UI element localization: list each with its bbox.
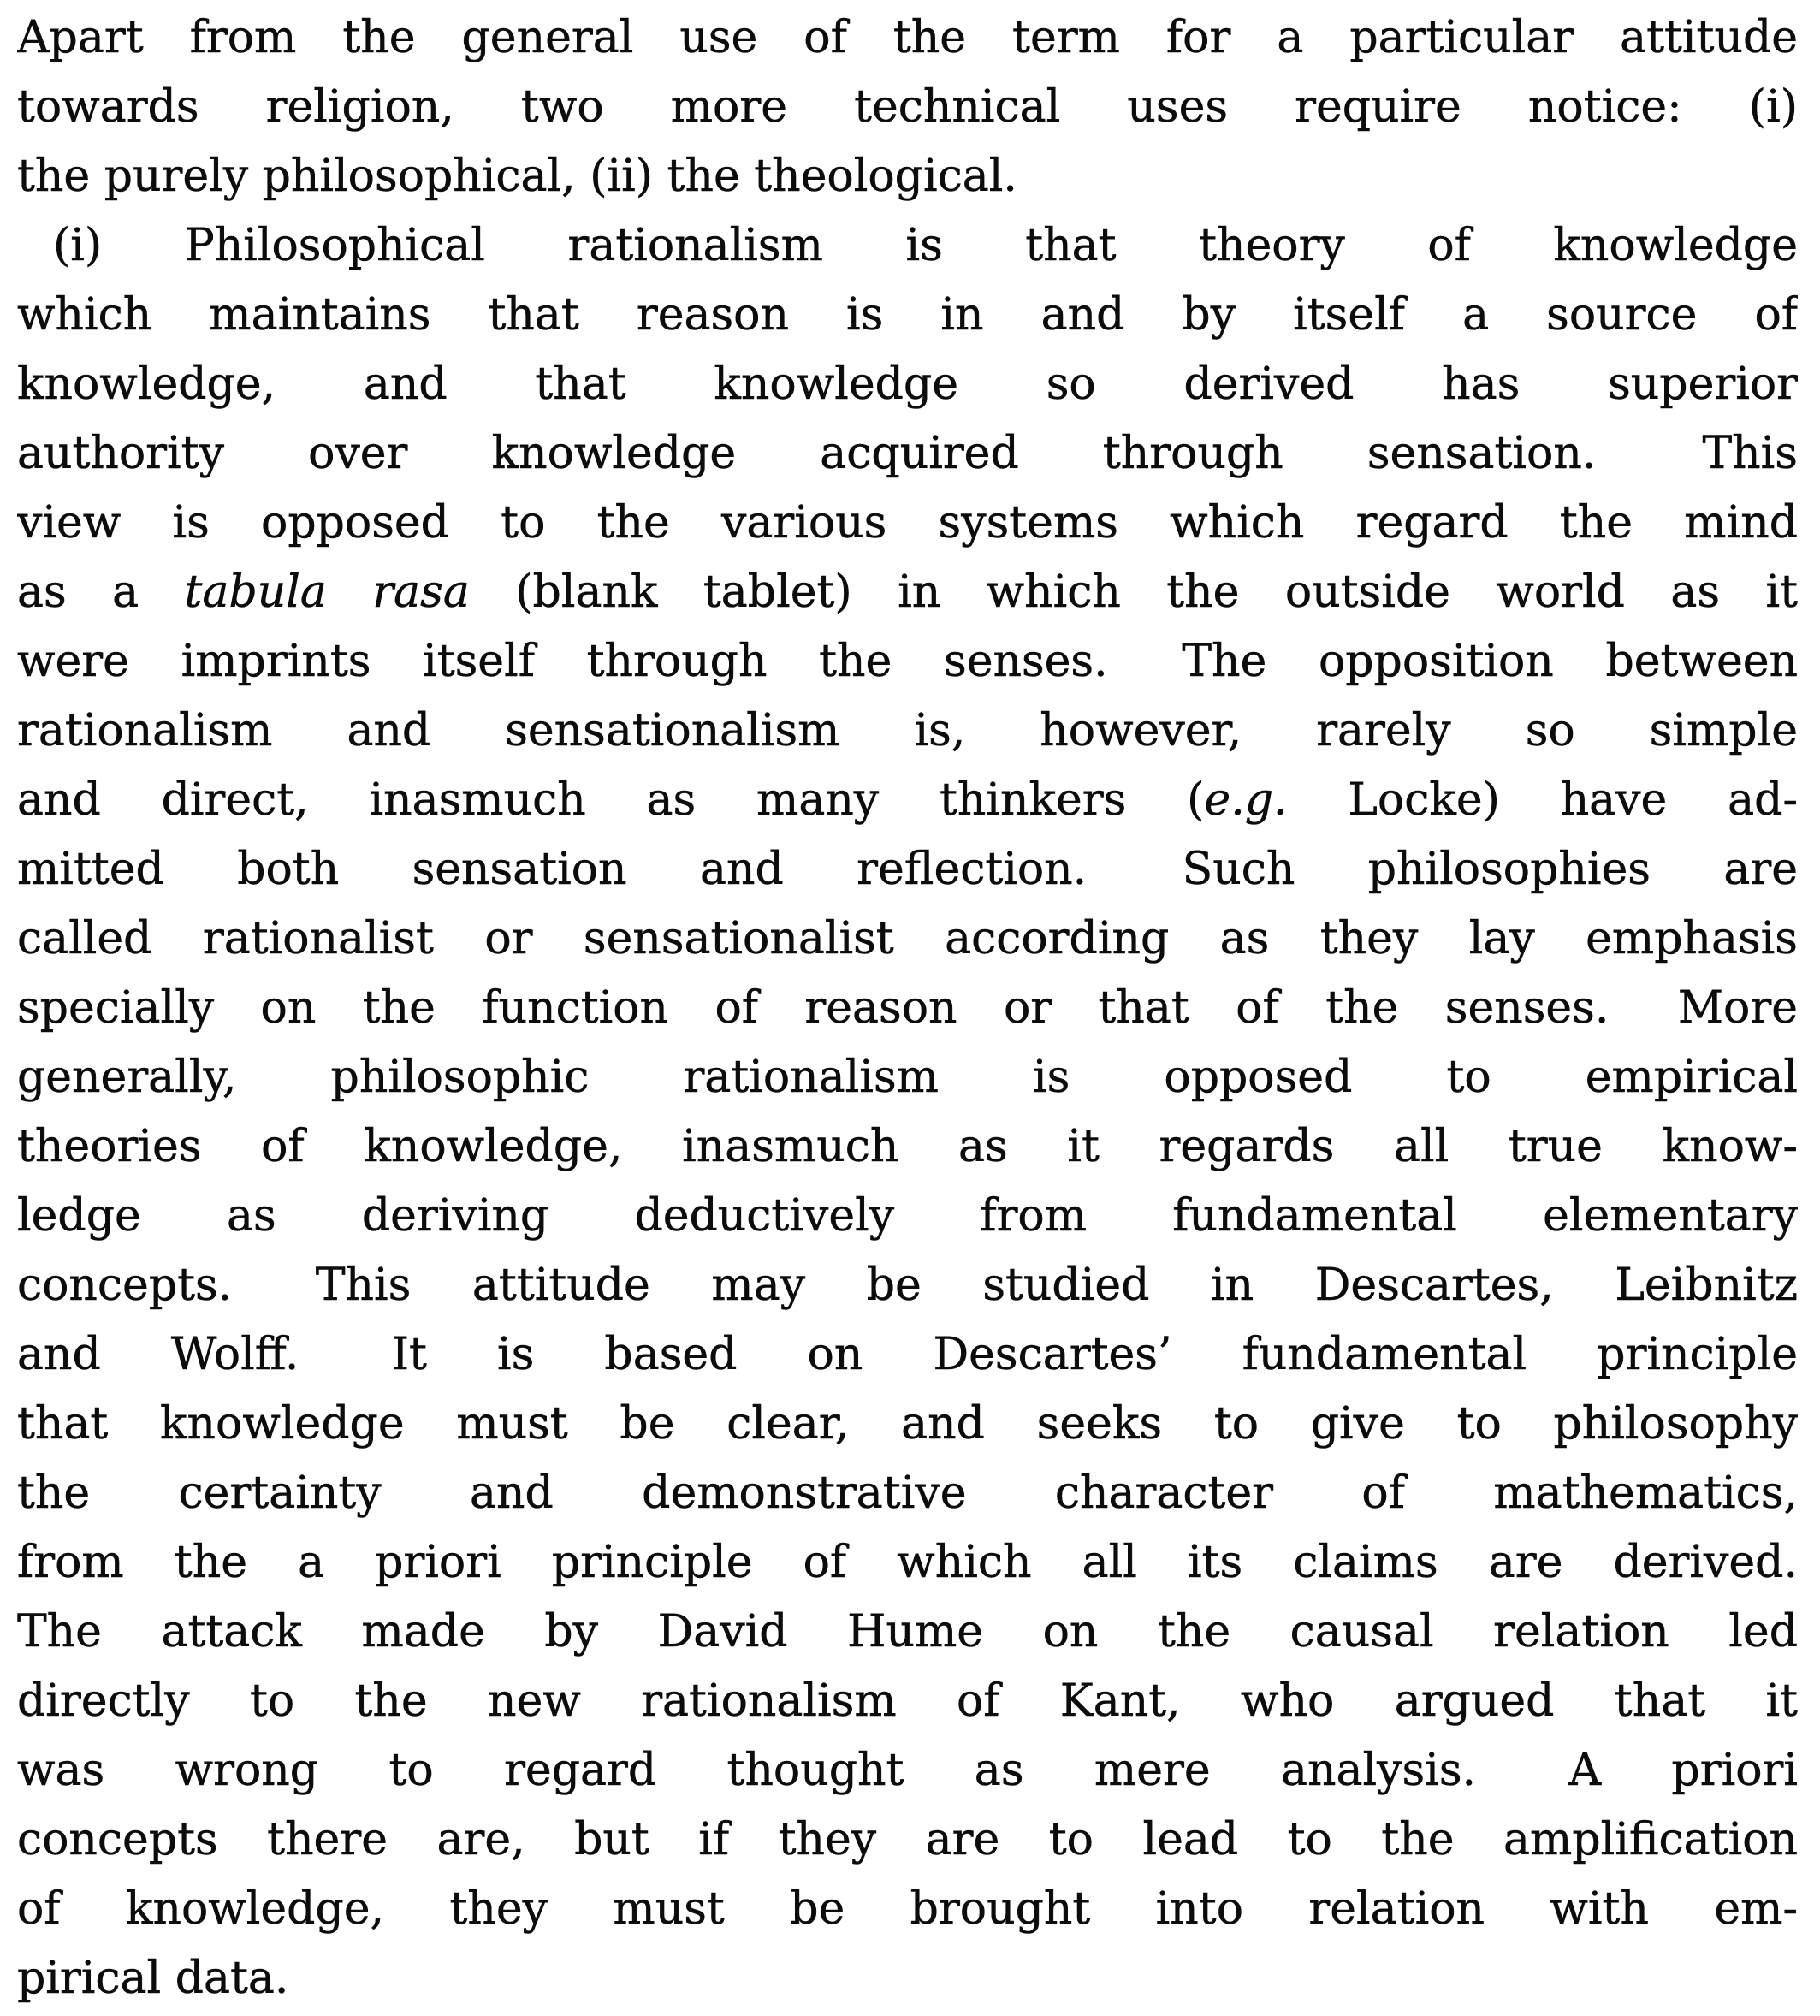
text-line [17, 1944, 1798, 2013]
text-segment: Locke) have ad- [1287, 774, 1798, 826]
text-segment: that knowledge must be clear, and seeks to give to philosophy [17, 1398, 1798, 1450]
text-line [17, 904, 1798, 974]
text-line [17, 835, 1798, 904]
text-segment: (blank tablet) in which the outside world as it [469, 566, 1798, 618]
text-line [17, 281, 1798, 350]
text-line [17, 627, 1798, 697]
text-segment: pirical data. [17, 1953, 289, 2004]
text-line [17, 766, 1798, 835]
text-segment: from the a priori principle of which all its claims are derived. [17, 1537, 1798, 1588]
text-segment: concepts. This attitude may be studied in Descartes, Leibnitz [17, 1260, 1798, 1311]
text-segment: theories of knowledge, inasmuch as it regards all true know- [17, 1121, 1798, 1172]
text-line [17, 73, 1798, 142]
text-block [17, 3, 1798, 2013]
text-segment: which maintains that reason is in and by itself a source of [17, 289, 1798, 341]
text-segment: rationalism and sensationalism is, however, rarely so simple [17, 705, 1798, 756]
text-segment: called rationalist or sensationalist according as they lay emphasis [17, 913, 1798, 964]
text-line [17, 974, 1798, 1043]
text-line [17, 142, 1798, 211]
text-segment: concepts there are, but if they are to lead to the amplification [17, 1814, 1798, 1865]
text-line [17, 489, 1798, 558]
text-segment: as a [17, 566, 185, 618]
text-segment: directly to the new rationalism of Kant, who argued that it [17, 1675, 1798, 1727]
text-line [17, 1112, 1798, 1182]
text-line [17, 558, 1798, 627]
text-segment: Apart from the general use of the term for a particular attitude [17, 12, 1798, 63]
italic-text-segment: e.g. [1204, 774, 1288, 826]
text-segment: specially on the function of reason or that of the senses. More [17, 982, 1798, 1034]
text-line [17, 350, 1798, 419]
text-segment: of knowledge, they must be brought into relation with em- [17, 1883, 1798, 1935]
text-segment: The attack made by David Hume on the causal relation led [17, 1606, 1798, 1657]
text-segment: and Wolff. It is based on Descartes’ fundamental principle [17, 1329, 1798, 1380]
text-line [17, 1320, 1798, 1390]
text-segment: knowledge, and that knowledge so derived has superior [17, 359, 1798, 410]
text-line [17, 1459, 1798, 1528]
text-line [17, 1806, 1798, 1875]
text-line [17, 1182, 1798, 1251]
text-segment: the certainty and demonstrative character of mathematics, [17, 1468, 1798, 1519]
text-segment: authority over knowledge acquired through sensation. This [17, 428, 1798, 479]
text-line [17, 1736, 1798, 1806]
text-segment: was wrong to regard thought as mere analysis. A priori [17, 1745, 1798, 1796]
paragraph [17, 3, 1798, 211]
text-line [17, 697, 1798, 766]
text-line [17, 1043, 1798, 1112]
text-line [17, 211, 1798, 281]
text-line [17, 1528, 1798, 1598]
italic-text-segment: tabula rasa [184, 566, 470, 618]
paragraph [17, 211, 1798, 2013]
text-line [17, 1251, 1798, 1320]
text-segment: were imprints itself through the senses. The opposition between [17, 636, 1798, 687]
text-line [17, 1598, 1798, 1667]
text-segment: and direct, inasmuch as many thinkers ( [17, 774, 1205, 826]
text-segment: mitted both sensation and reflection. Such philosophies are [17, 844, 1798, 895]
text-segment: view is opposed to the various systems which regard the mind [17, 497, 1798, 548]
text-segment: (i) Philosophical rationalism is that theory of knowledge [53, 220, 1798, 271]
text-line [17, 1875, 1798, 1944]
text-segment: generally, philosophic rationalism is opposed to empirical [17, 1052, 1798, 1103]
text-segment: the purely philosophical, (ii) the theological. [17, 151, 1017, 202]
text-line [17, 1667, 1798, 1736]
text-segment: ledge as deriving deductively from fundamental elementary [17, 1190, 1798, 1242]
text-line [17, 419, 1798, 489]
text-segment: towards religion, two more technical uses require notice: (i) [17, 81, 1798, 133]
text-line [17, 3, 1798, 73]
text-line [17, 1390, 1798, 1459]
